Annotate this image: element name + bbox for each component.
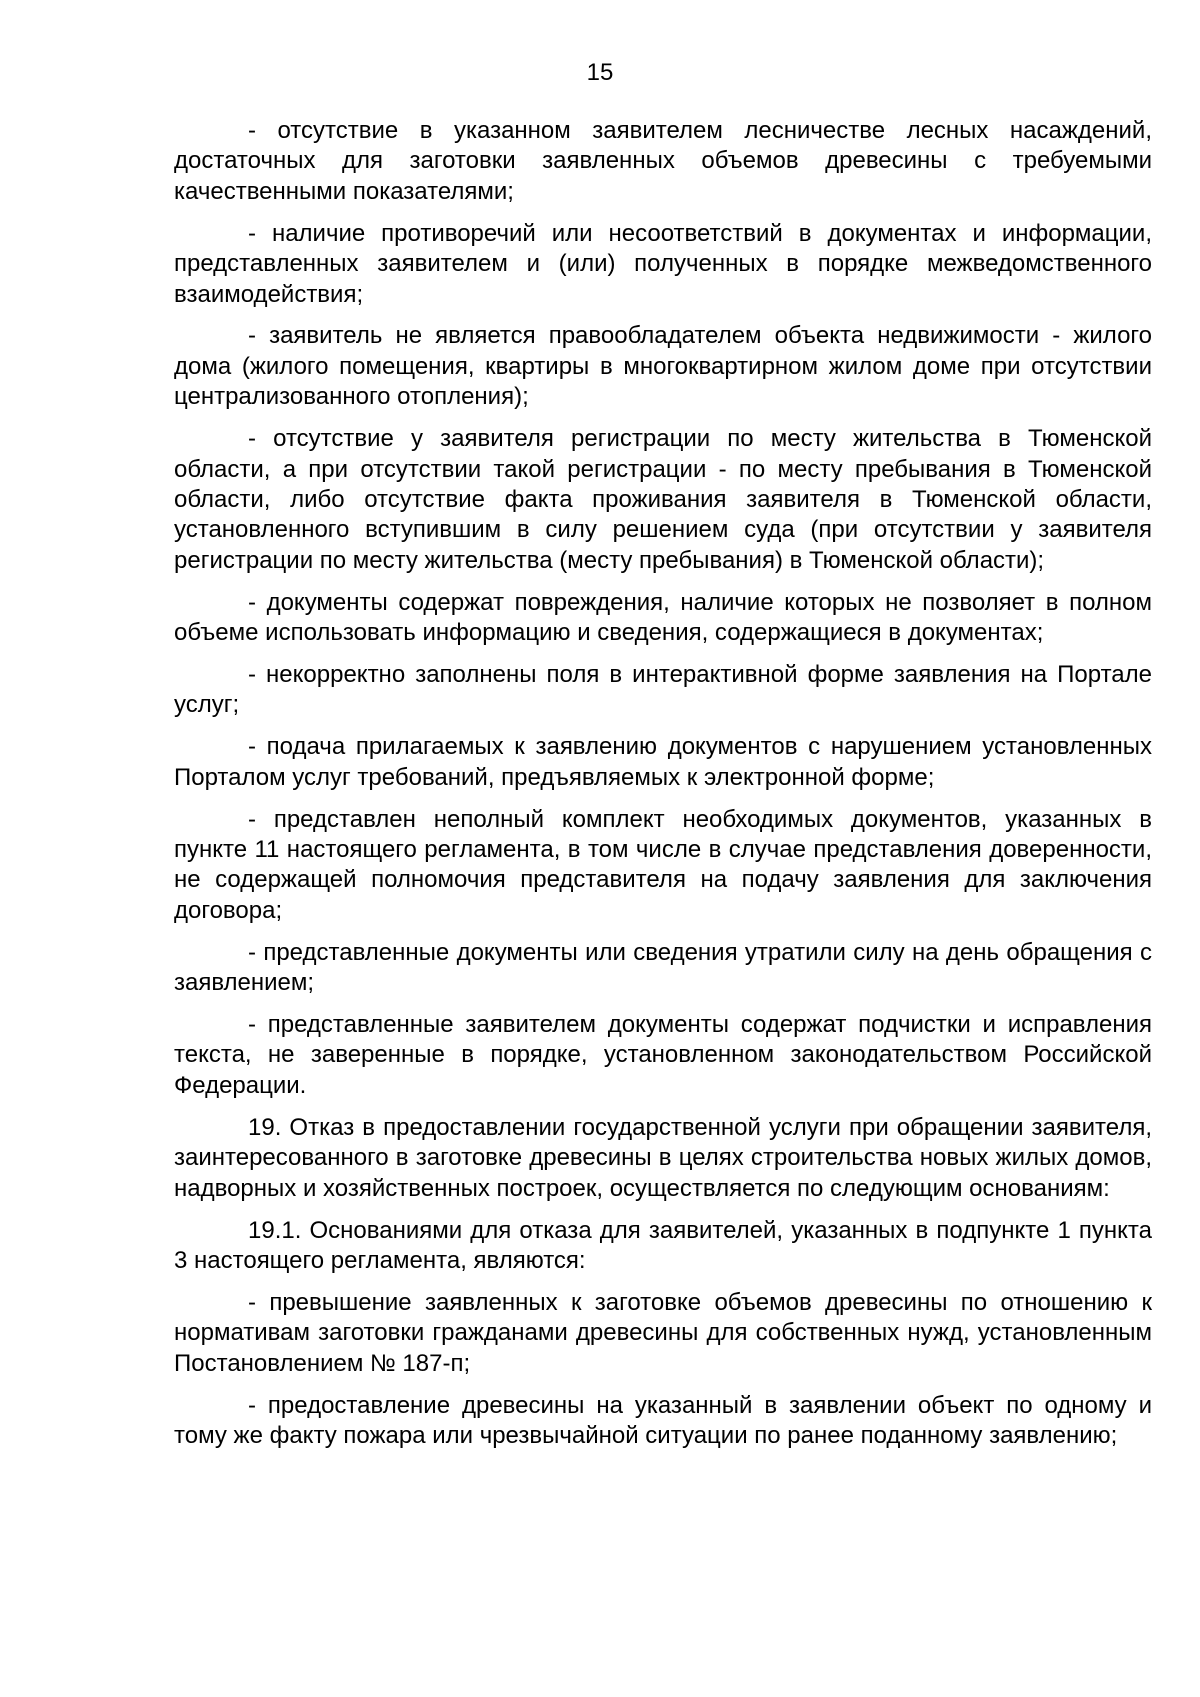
page-number: 15 [586, 59, 614, 86]
document-body [174, 116, 1152, 1463]
paragraph: - заявитель не является правообладателем объекта недвижимости - жилого дома (жилого помещения, квартиры в многоквартирном жилом доме при отсутствии централизованного отопления); [174, 322, 1152, 411]
paragraph: - представленные документы или сведения утратили силу на день обращения с заявлением; [174, 938, 1152, 997]
paragraph: - наличие противоречий или несоответствий в документах и информации, представленных заявителем и (или) полученных в порядке межведомственного взаимодействия; [174, 219, 1152, 308]
paragraph: - представленные заявителем документы содержат подчистки и исправления текста, не заверенные в порядке, установленном законодательством Российской Федерации. [174, 1011, 1152, 1099]
paragraph: - отсутствие у заявителя регистрации по месту жительства в Тюменской области, а при отсутствии такой регистрации - по месту пребывания в Тюменской области, либо отсутствие факта проживания заявителя в Тюменской области, установленного вступившим в силу решением суда (при отсутствии у заявителя регистрации по месту жительства (месту пребывания) в Тюменской области); [174, 425, 1152, 574]
paragraph: - превышение заявленных к заготовке объемов древесины по отношению к нормативам заготовки гражданами древесины для собственных нужд, установленным Постановлением № 187-п; [174, 1288, 1152, 1377]
paragraph: - документы содержат повреждения, наличие которых не позволяет в полном объеме использовать информацию и сведения, содержащиеся в документах; [174, 588, 1152, 647]
paragraph: - отсутствие в указанном заявителем лесничестве лесных насаждений, достаточных для заготовки заявленных объемов древесины с требуемыми качественными показателями; [174, 117, 1152, 205]
paragraph: - предоставление древесины на указанный в заявлении объект по одному и тому же факту пожара или чрезвычайной ситуации по ранее поданному заявлению; [174, 1391, 1152, 1449]
paragraph: - представлен неполный комплект необходимых документов, указанных в пункте 11 настоящего регламента, в том числе в случае представления доверенности, не содержащей полномочия представителя на подачу заявления для заключения договора; [174, 805, 1152, 924]
paragraph: - некорректно заполнены поля в интерактивной форме заявления на Портале услуг; [174, 661, 1152, 719]
paragraph-item-19: 19. Отказ в предоставлении государственной услуги при обращении заявителя, заинтересованного в заготовке древесины в целях строительства новых жилых домов, надворных и хозяйственных построек, осуществляется по следующим основаниям: [174, 1113, 1152, 1202]
paragraph: - подача прилагаемых к заявлению документов с нарушением установленных Порталом услуг требований, предъявляемых к электронной форме; [174, 733, 1152, 791]
paragraph-item-19-1: 19.1. Основаниями для отказа для заявителей, указанных в подпункте 1 пункта 3 настоящего регламента, являются: [174, 1216, 1152, 1274]
